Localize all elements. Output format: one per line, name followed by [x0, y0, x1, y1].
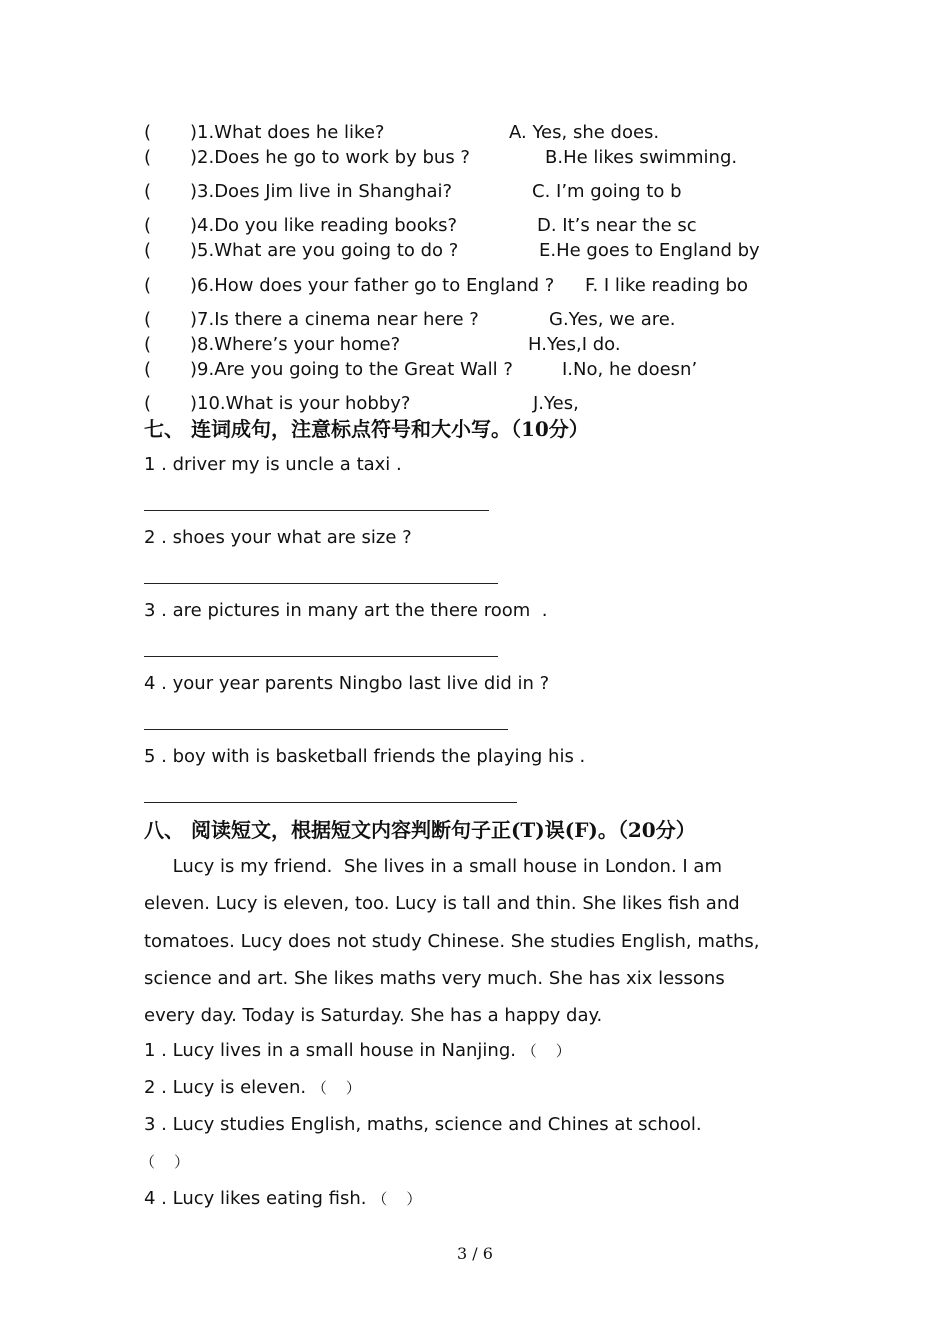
judgement-question: 2 . Lucy is eleven. （ ）: [144, 1077, 361, 1098]
matching-question: ( )10.What is your hobby?: [144, 393, 411, 414]
matching-answer: G.Yes, we are.: [549, 309, 676, 330]
matching-answer: C. I’m going to b: [532, 181, 682, 202]
matching-question: ( )8.Where’s your home?: [144, 334, 401, 355]
matching-question: ( )5.What are you going to do ?: [144, 240, 459, 261]
section-heading: 八、 阅读短文，根据短文内容判断句子正(T)误(F)。（20分）: [144, 818, 696, 842]
answer-blank[interactable]: [144, 583, 498, 584]
answer-blank[interactable]: [144, 656, 498, 657]
judgement-question: 4 . Lucy likes eating fish. （ ）: [144, 1188, 422, 1209]
matching-question: ( )4.Do you like reading books?: [144, 215, 458, 236]
matching-question: ( )9.Are you going to the Great Wall ?: [144, 359, 513, 380]
matching-answer: H.Yes,I do.: [528, 334, 621, 355]
matching-answer: E.He goes to England by: [539, 240, 760, 261]
matching-answer: I.No, he doesn’: [562, 359, 698, 380]
sentence-item: 2 . shoes your what are size ?: [144, 527, 412, 548]
matching-answer: J.Yes,: [533, 393, 579, 414]
sentence-item: 4 . your year parents Ningbo last live did in ?: [144, 673, 550, 694]
answer-parentheses[interactable]: （ ）: [372, 1190, 422, 1208]
matching-answer: A. Yes, she does.: [509, 122, 660, 143]
section-heading: 七、 连词成句，注意标点符号和大小写。（10分）: [144, 417, 589, 441]
matching-answer: B.He likes swimming.: [545, 147, 738, 168]
judgement-question: 1 . Lucy lives in a small house in Nanjing. （ ）: [144, 1040, 571, 1061]
answer-blank[interactable]: [144, 802, 517, 803]
sentence-item: 5 . boy with is basketball friends the playing his .: [144, 746, 586, 767]
answer-blank[interactable]: [144, 510, 489, 511]
answer-parentheses[interactable]: （ ）: [311, 1079, 361, 1097]
reading-passage: Lucy is my friend. She lives in a small house in London. I am eleven. Lucy is eleven, too. Lucy is tall and thin. She likes fish and tomatoes. Lucy does not study Chinese. She studies English, maths, science and art. She likes maths very much. She has xix lessons every day. Today is Saturday. She has a happy day.: [144, 856, 760, 1027]
page-number: 3 / 6: [457, 1244, 493, 1263]
matching-question: ( )3.Does Jim live in Shanghai?: [144, 181, 453, 202]
matching-question: ( )1.What does he like?: [144, 122, 385, 143]
matching-question: ( )2.Does he go to work by bus ?: [144, 147, 470, 168]
answer-parentheses[interactable]: （ ）: [140, 1153, 190, 1171]
sentence-item: 3 . are pictures in many art the there room .: [144, 600, 548, 621]
matching-answer: D. It’s near the sc: [537, 215, 697, 236]
sentence-item: 1 . driver my is uncle a taxi .: [144, 454, 402, 475]
judgement-question: 3 . Lucy studies English, maths, science and Chines at school.: [144, 1114, 702, 1135]
matching-question: ( )7.Is there a cinema near here ?: [144, 309, 479, 330]
judgement-question: [140, 1150, 189, 1174]
answer-parentheses[interactable]: （ ）: [521, 1042, 571, 1060]
answer-blank[interactable]: [144, 729, 508, 730]
matching-answer: F. I like reading bo: [585, 275, 749, 296]
matching-question: ( )6.How does your father go to England ?: [144, 275, 555, 296]
